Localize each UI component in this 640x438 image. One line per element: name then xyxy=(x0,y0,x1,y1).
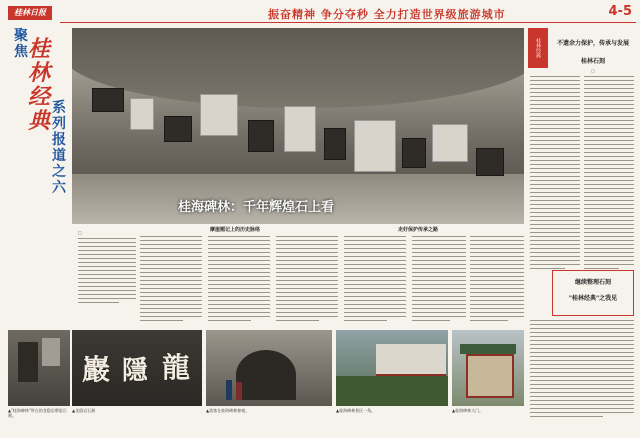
article-text-column xyxy=(470,236,524,324)
trees xyxy=(336,376,448,406)
hero-headline-main: 千年辉煌石上看 xyxy=(243,200,335,215)
cave-ceiling xyxy=(72,28,524,108)
photo-calligraphy-plaque xyxy=(72,330,202,406)
stone-tablet xyxy=(402,138,426,168)
photo-scenic-corridor xyxy=(336,330,448,406)
calligraphy-char: 龍 xyxy=(162,351,191,384)
photo-gate xyxy=(452,330,524,406)
series-title-line2: 桂林经典 xyxy=(28,37,51,134)
right-column-byline: □ xyxy=(591,68,595,73)
right-text-column xyxy=(530,320,634,420)
gate-body xyxy=(466,354,514,398)
article-text-column xyxy=(276,236,338,324)
series-title-line1: 聚焦 xyxy=(14,28,28,60)
header-rule xyxy=(60,22,636,23)
series-title-line3: 系列报道之六 xyxy=(52,100,66,196)
stone-tablet xyxy=(432,124,468,162)
photo-cliff-inscription xyxy=(8,330,70,406)
stone-tablet xyxy=(354,120,396,172)
sidebar-box-title2: "桂林经典"之我见 xyxy=(568,295,618,302)
calligraphy-char: 隱 xyxy=(122,356,149,386)
newspaper-logo: 桂林日报 xyxy=(8,6,52,20)
right-column-subhead: 桂林石刻 xyxy=(580,58,605,65)
right-text-column xyxy=(584,76,634,272)
photo-caption-3: ▲游客在桂海碑林参观。 xyxy=(206,408,250,413)
article-text-column xyxy=(344,236,406,324)
calligraphy-char: 巖 xyxy=(82,353,111,386)
stone-tablet xyxy=(18,342,38,382)
article-byline: □ xyxy=(78,230,82,235)
photo-caption-2: ▲龙隐岩石刻 xyxy=(72,408,96,413)
series-title xyxy=(14,28,68,228)
page-number: 4-5 xyxy=(608,4,632,19)
cave-opening xyxy=(236,350,296,400)
photo-caption-1: ▲"桂海碑林"所在的龙隐岩摩崖石刻。 xyxy=(8,408,67,418)
stone-tablet xyxy=(284,106,316,152)
hero-headline-prefix: 桂海碑林： xyxy=(178,200,244,215)
hero-photo-cave-inscriptions xyxy=(72,28,524,224)
sidebar-box xyxy=(552,270,634,316)
visitor xyxy=(236,382,242,400)
photo-caption-4: ▲桂海碑林景区一角。 xyxy=(336,408,376,413)
stone-tablet xyxy=(476,148,504,176)
column-tag: 桂林经典 xyxy=(528,28,548,68)
article-text-column xyxy=(140,236,202,324)
building xyxy=(376,344,446,377)
visitor xyxy=(226,380,232,400)
stone-tablet xyxy=(200,94,238,136)
section-heading-2: 走好保护传承之路 xyxy=(398,227,439,233)
stone-tablet xyxy=(42,338,60,366)
section-heading-1: 摩崖题记上的历史脉络 xyxy=(210,227,261,233)
header-slogan: 振奋精神 争分夺秒 全力打造世界级旅游城市 xyxy=(268,8,506,21)
stone-tablet xyxy=(92,88,124,112)
stone-tablet xyxy=(130,98,154,130)
right-column-headline: 不遗余力保护，传承与发展 xyxy=(556,40,629,47)
right-text-column xyxy=(530,76,580,272)
stone-tablet xyxy=(324,128,346,160)
article-text-column xyxy=(208,236,270,324)
photo-visitors-cave xyxy=(206,330,332,406)
hero-headline xyxy=(178,196,334,215)
stone-tablet xyxy=(164,116,192,142)
article-text-column xyxy=(412,236,466,324)
stone-tablet xyxy=(248,120,274,152)
right-column-article xyxy=(528,28,634,432)
sidebar-box-title1: 继续整理石刻 xyxy=(574,279,611,286)
photo-caption-5: ▲桂海碑林大门。 xyxy=(452,408,484,413)
gate-roof xyxy=(460,344,516,354)
article-text-column xyxy=(78,238,136,306)
